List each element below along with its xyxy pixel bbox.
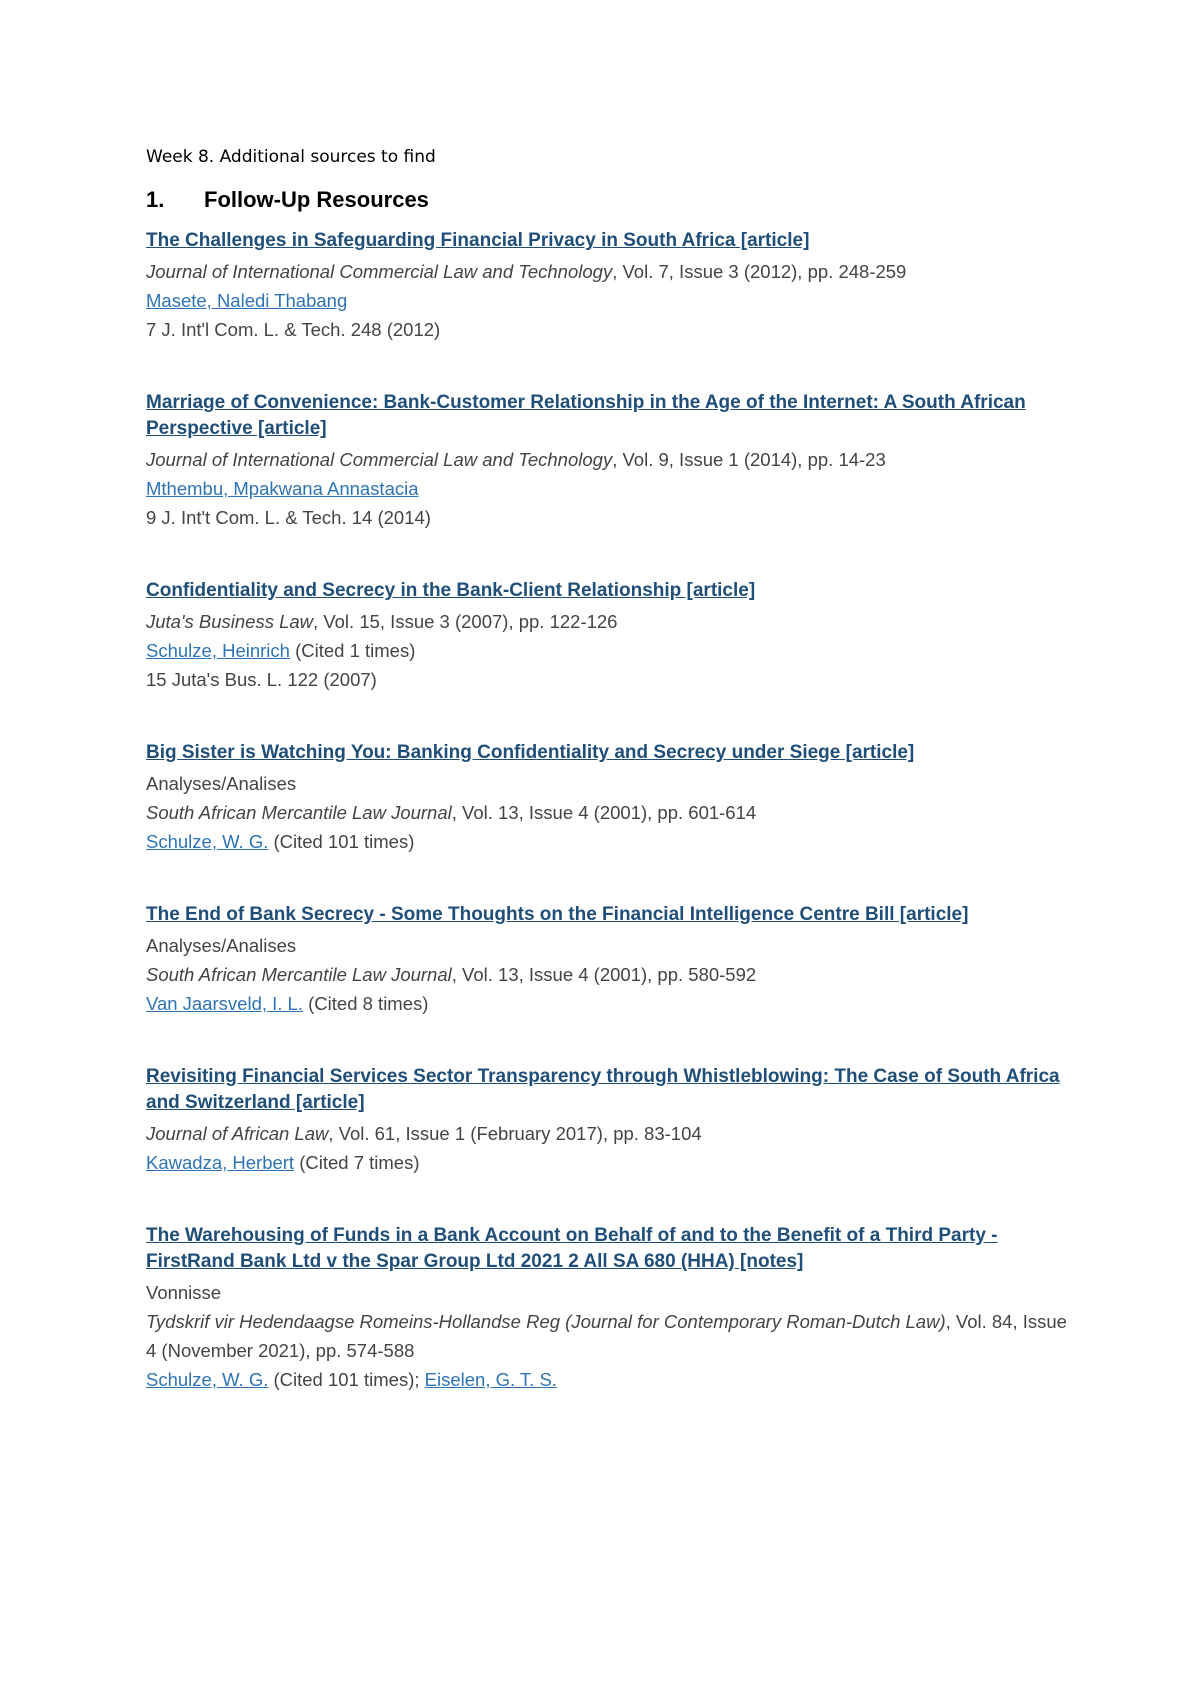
entry-title-link[interactable]: Big Sister is Watching You: Banking Confidentiality and Secrecy under Siege [article]	[146, 742, 915, 763]
entry-cited-count: (Cited 101 times);	[268, 1369, 425, 1390]
entry-source	[146, 445, 1076, 474]
entry-author-link[interactable]: Mthembu, Mpakwana Annastacia	[146, 478, 419, 499]
entry-cited-count: (Cited 7 times)	[294, 1152, 420, 1173]
resource-entry	[146, 1064, 1076, 1177]
entry-journal: Tydskrif vir Hedendaagse Romeins-Hollandse Reg (Journal for Contemporary Roman-Dutch Law)	[146, 1311, 946, 1332]
entry-details: , Vol. 9, Issue 1 (2014), pp. 14-23	[612, 449, 886, 470]
entry-cited-count: (Cited 8 times)	[303, 993, 429, 1014]
entry-category: Analyses/Analises	[146, 935, 297, 956]
entry-title-link[interactable]: The Challenges in Safeguarding Financial Privacy in South Africa [article]	[146, 230, 810, 251]
entry-category: Vonnisse	[146, 1282, 222, 1303]
entry-details: , Vol. 61, Issue 1 (February 2017), pp. 83-104	[328, 1123, 702, 1144]
section-number: 1.	[146, 187, 165, 212]
entry-authors	[146, 1365, 1076, 1394]
entry-source	[146, 1119, 1076, 1148]
entry-author-link[interactable]: Schulze, Heinrich	[146, 640, 290, 661]
entry-citation: 9 J. Int't Com. L. & Tech. 14 (2014)	[146, 507, 431, 528]
entry-author-link[interactable]: Masete, Naledi Thabang	[146, 290, 348, 311]
entry-source	[146, 960, 1076, 989]
entry-category: Analyses/Analises	[146, 773, 297, 794]
resource-entry	[146, 740, 1076, 856]
week-heading: Week 8. Additional sources to find	[146, 147, 436, 167]
resource-entry	[146, 578, 1076, 694]
entry-author-link[interactable]: Schulze, W. G.	[146, 1369, 269, 1390]
entry-cited-count: (Cited 101 times)	[268, 831, 415, 852]
entry-source	[146, 257, 1076, 286]
entry-title-link[interactable]: Confidentiality and Secrecy in the Bank-Client Relationship [article]	[146, 580, 756, 601]
entry-citation: 15 Juta's Bus. L. 122 (2007)	[146, 669, 377, 690]
entry-journal: Journal of International Commercial Law and Technology	[146, 449, 613, 470]
entry-authors	[146, 636, 1076, 665]
entry-details: , Vol. 13, Issue 4 (2001), pp. 601-614	[451, 802, 757, 823]
entry-details: , Vol. 15, Issue 3 (2007), pp. 122-126	[313, 611, 618, 632]
entry-source	[146, 607, 1076, 636]
entry-author-link[interactable]: Kawadza, Herbert	[146, 1152, 295, 1173]
entry-author-link[interactable]: Schulze, W. G.	[146, 831, 269, 852]
entry-details: , Vol. 7, Issue 3 (2012), pp. 248-259	[612, 261, 907, 282]
entry-authors	[146, 286, 1076, 315]
entry-title-link[interactable]: Marriage of Convenience: Bank-Customer Relationship in the Age of the Internet: A South African Perspective [article]	[146, 392, 1026, 439]
entry-author-link[interactable]: Van Jaarsveld, I. L.	[146, 993, 303, 1014]
entry-source	[146, 1307, 1076, 1365]
section-title: Follow-Up Resources	[204, 187, 429, 212]
entry-second-author-link[interactable]: Eiselen, G. T. S.	[424, 1369, 557, 1390]
entry-title-link[interactable]: Revisiting Financial Services Sector Transparency through Whistleblowing: The Case of South Africa and Switzerland [article]	[146, 1066, 1060, 1113]
resource-entry	[146, 1223, 1076, 1394]
entry-cited-count: (Cited 1 times)	[289, 640, 416, 661]
entry-authors	[146, 474, 1076, 503]
entry-source	[146, 798, 1076, 827]
entry-details: , Vol. 84, Issue 4 (November 2021), pp. 574-588	[146, 1311, 1067, 1361]
entry-journal: Journal of African Law	[146, 1123, 329, 1144]
entry-journal: South African Mercantile Law Journal	[146, 964, 452, 985]
document-page	[146, 146, 1076, 1440]
entry-title-link[interactable]: The End of Bank Secrecy - Some Thoughts on the Financial Intelligence Centre Bill [article]	[146, 904, 969, 925]
entry-citation: 7 J. Int'l Com. L. & Tech. 248 (2012)	[146, 319, 441, 340]
entry-authors	[146, 989, 1076, 1018]
entry-journal: Juta's Business Law	[146, 611, 314, 632]
entry-authors	[146, 827, 1076, 856]
entry-authors	[146, 1148, 1076, 1177]
entry-journal: Journal of International Commercial Law and Technology	[146, 261, 613, 282]
section-heading	[146, 186, 1076, 214]
resource-entry	[146, 228, 1076, 344]
resource-entry	[146, 902, 1076, 1018]
resource-entry	[146, 390, 1076, 532]
entry-details: , Vol. 13, Issue 4 (2001), pp. 580-592	[451, 964, 757, 985]
entry-journal: South African Mercantile Law Journal	[146, 802, 452, 823]
entry-title-link[interactable]: The Warehousing of Funds in a Bank Account on Behalf of and to the Benefit of a Third Party - FirstRand Bank Ltd v the Spar Group Ltd 2021 2 All SA 680 (HHA) [notes]	[146, 1225, 998, 1272]
